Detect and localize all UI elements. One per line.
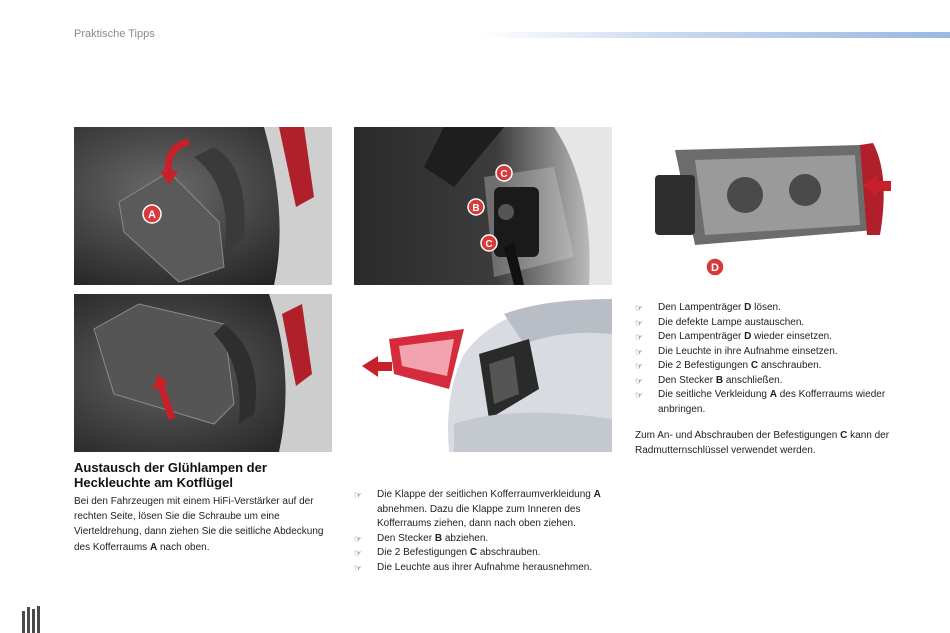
pointing-hand-icon: ☞ (635, 317, 644, 328)
pointing-hand-icon: ☞ (635, 361, 644, 371)
list-item: ☞ Die seitliche Verkleidung A des Kofferraums wieder anbringen. (635, 389, 886, 415)
photo-lamp-holder-d (635, 135, 905, 285)
removal-steps-list (354, 488, 616, 575)
pointing-hand-icon: ☞ (635, 346, 644, 357)
callout-a: A (148, 209, 156, 221)
tool-note: Zum An- und Abschrauben der Befestigungen C kann der Radmutternschlüssel verwendet werden. (635, 430, 890, 456)
photo-trunk-cover-removal (74, 127, 332, 285)
section-title: Austausch der Glühlampen der Heckleuchte am Kotflügel (74, 460, 267, 490)
pointing-hand-icon: ☞ (635, 390, 644, 400)
pointing-hand-icon: ☞ (354, 490, 363, 500)
callout-b: B (472, 203, 480, 214)
callout-d: D (711, 262, 719, 274)
photo-trunk-cover-lift (74, 294, 332, 452)
pointing-hand-icon: ☞ (635, 332, 644, 342)
list-item: ☞ Die Leuchte in ihre Aufnahme einsetzen. (635, 345, 905, 360)
page-edge-marker (22, 606, 44, 633)
list-item: ☞ Den Lampenträger D lösen. (635, 301, 905, 316)
pointing-hand-icon: ☞ (354, 548, 363, 558)
list-item: ☞ Den Stecker B abziehen. (354, 532, 616, 547)
refit-steps-list (635, 301, 905, 417)
list-item: ☞ Die Leuchte aus ihrer Aufnahme herausnehmen. (354, 561, 616, 576)
section-header-label: Praktische Tipps (74, 28, 155, 40)
pointing-hand-icon: ☞ (635, 303, 644, 313)
section-header-bar (480, 32, 950, 38)
list-item: ☞ Die Klappe der seitlichen Kofferraumverkleidung A abnehmen. Dazu die Klappe zum Inneren des Kofferraums ziehen, dann nach oben ziehen. (354, 489, 601, 529)
list-item: ☞ Die defekte Lampe austauschen. (635, 316, 905, 331)
pointing-hand-icon: ☞ (635, 375, 644, 386)
list-item: ☞ Die 2 Befestigungen C abschrauben. (354, 546, 616, 561)
photo-fasteners-b-c (354, 127, 612, 285)
list-item: ☞ Die 2 Befestigungen C anschrauben. (635, 359, 905, 374)
callout-c-bottom: C (485, 239, 493, 250)
intro-paragraph: Bei den Fahrzeugen mit einem HiFi-Verstärker auf der rechten Seite, lösen Sie die Schraube um eine Vierteldrehung, dann ziehen Sie die seitliche Abdeckung des Kofferraums A nach oben. (74, 496, 324, 553)
photo-lamp-removal (354, 294, 612, 452)
list-item: ☞ Den Lampenträger D wieder einsetzen. (635, 330, 905, 345)
pointing-hand-icon: ☞ (354, 562, 363, 573)
list-item: ☞ Den Stecker B anschließen. (635, 374, 905, 389)
callout-c-top: C (500, 169, 508, 180)
pointing-hand-icon: ☞ (354, 533, 363, 544)
